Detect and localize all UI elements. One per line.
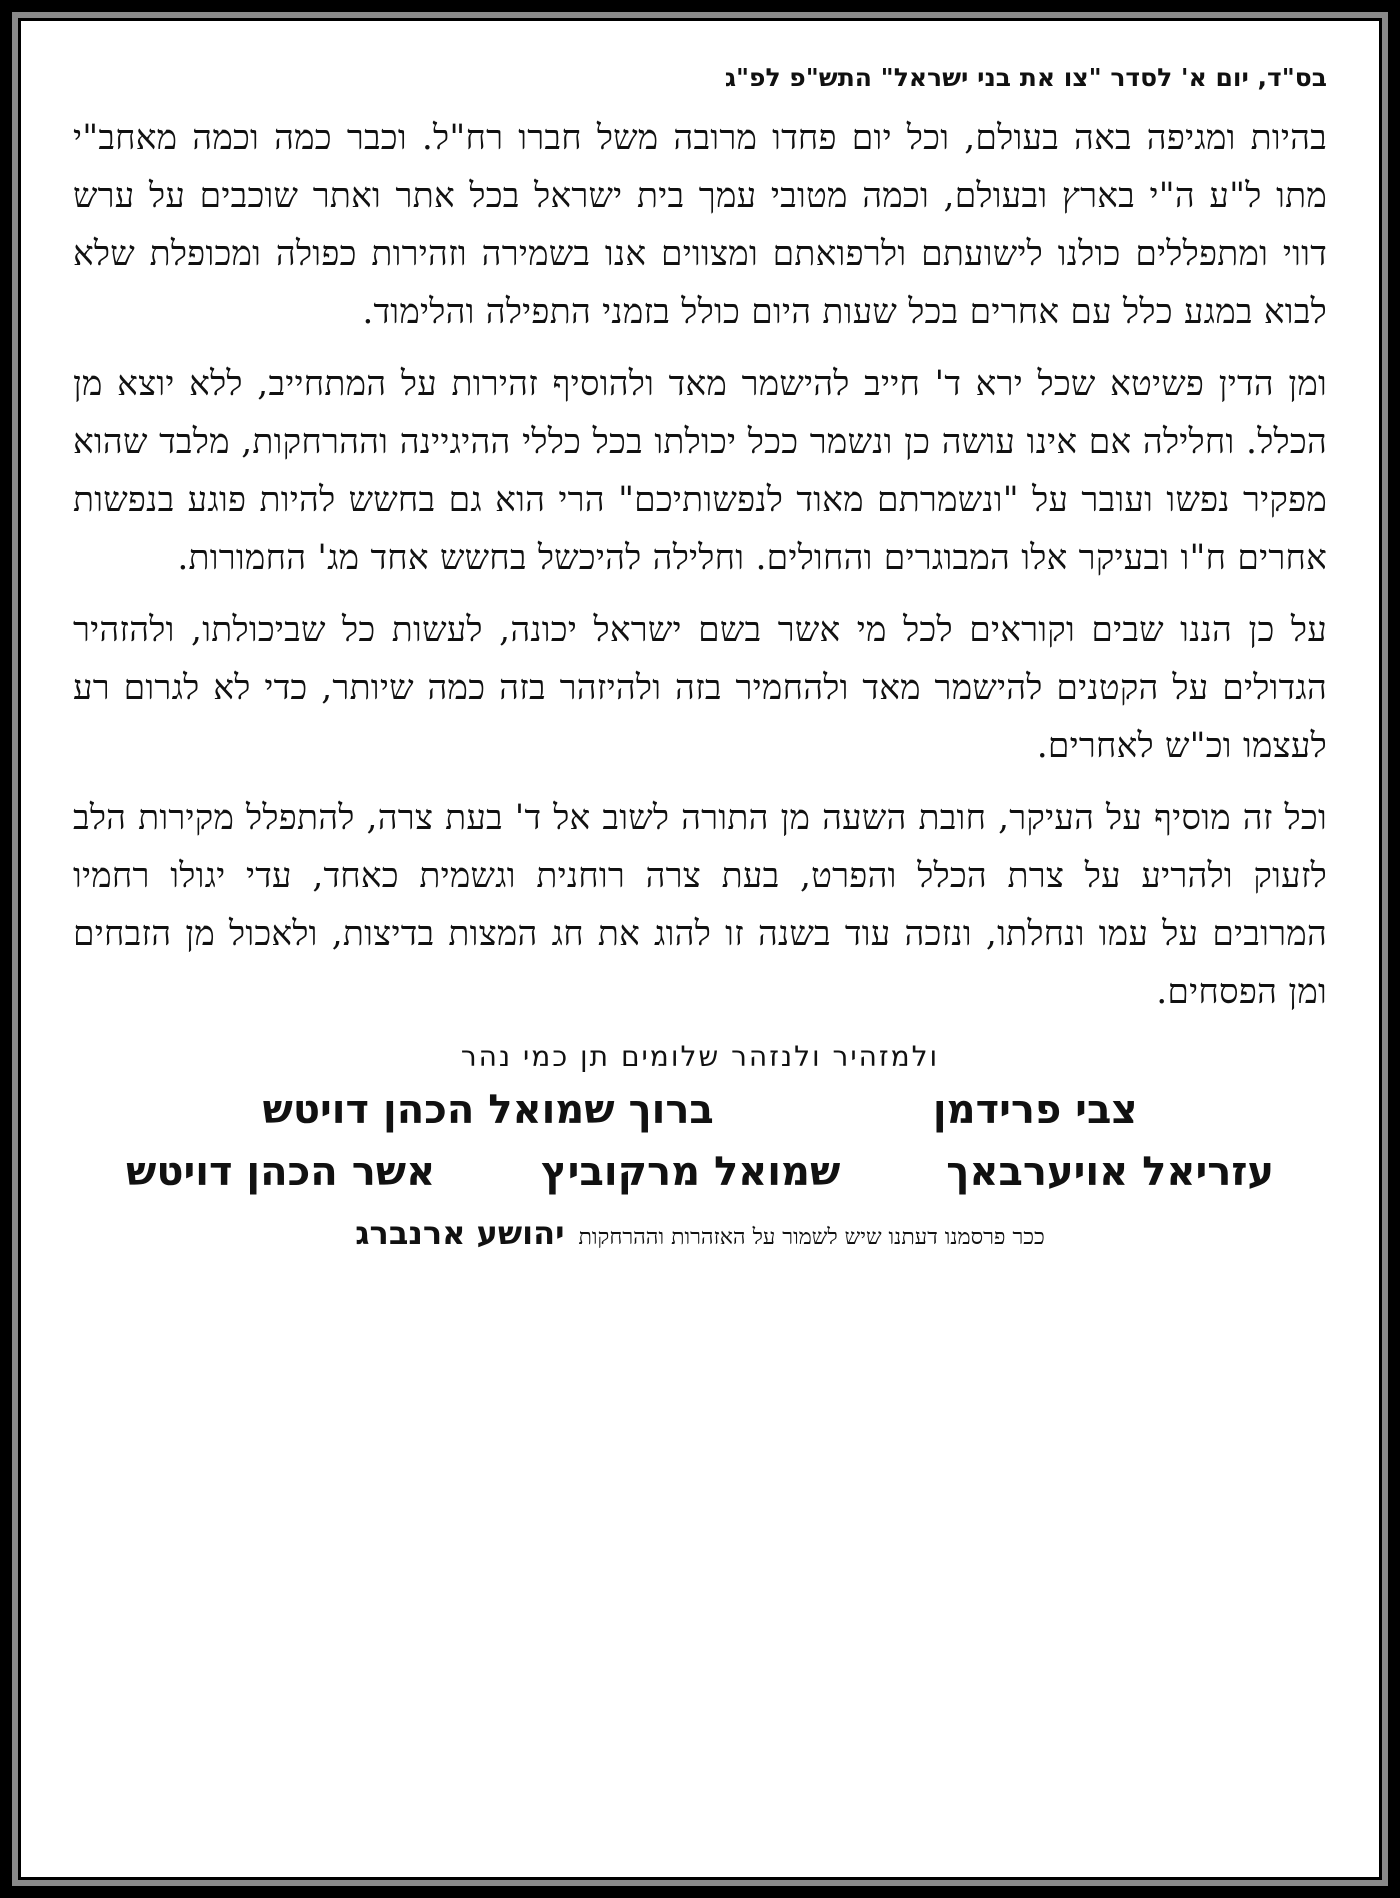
footer-signature-name: יהושע ארנברג [355, 1214, 565, 1252]
signature-row-2 [73, 1141, 1327, 1203]
footer-signature-line [73, 1213, 1327, 1258]
signature-name: ברוך שמואל הכהן דויטש [262, 1087, 714, 1133]
signature-name: שמואל מרקוביץ [541, 1149, 841, 1195]
signature-name: עזריאל אויערבאך [946, 1149, 1275, 1195]
signature-name: אשר הכהן דויטש [125, 1149, 436, 1195]
notice-panel [18, 18, 1382, 1880]
paragraph-1: בהיות ומגיפה באה בעולם, וכל יום פחדו מרובה משל חברו רח"ל. וכבר כמה וכמה מאחב"י מתו ל"ע ה"י בארץ ובעולם, וכמה מטובי עמך בית ישראל בכל אתר ואתר שוכבים על ערש דווי ומתפללים כולנו לישועתם ולרפואתם ומצווים אנו בשמירה וזהירות כפולה ומכופלת שלא לבוא במגע כלל עם אחרים בכל שעות היום כולל בזמני התפילה והלימוד. [73, 118, 1327, 332]
signature-row-1 [73, 1079, 1327, 1141]
date-header: בס"ד, יום א' לסדר "צו את בני ישראל" התש"פ לפ"ג [724, 63, 1327, 92]
paragraph-2: ומן הדין פשיטא שכל ירא ד' חייב להישמר מאד ולהוסיף זהירות על המתחייב, ללא יוצא מן הכלל. וחלילה אם אינו עושה כן ונשמר ככל יכולתו בכל כללי ההיגיינה וההרחקות, מלבד שהוא מפקיר נפשו ועובר על "ונשמרתם מאוד לנפשותיכם" הרי הוא גם בחשש להיות פוגע בנפשות אחרים ח"ו ובעיקר אלו המבוגרים והחולים. וחלילה להיכשל בחשש אחד מג' החמורות. [73, 364, 1327, 578]
paragraph-3: על כן הננו שבים וקוראים לכל מי אשר בשם ישראל יכונה, לעשות כל שביכולתו, ולהזהיר הגדולים על הקטנים להישמר מאד ולהחמיר בזה ולהיזהר בזה כמה שיותר, כדי לא לגרום רע לעצמו וכ"ש לאחרים. [73, 610, 1327, 766]
notice-content [73, 61, 1327, 1847]
paragraph-4: וכל זה מוסיף על העיקר, חובת השעה מן התורה לשוב אל ד' בעת צרה, להתפלל מקירות הלב לזעוק ולהריע על צרת הכלל והפרט, בעת צרה רוחנית וגשמית כאחד, עדי יגולו רחמיו המרובים על עמו ונחלתו, ונזכה עוד בשנה זו להוג את חג המצות בדיצות, ולאכול מן הזבחים ומן הפסחים. [73, 798, 1327, 1012]
footer-note: ככר פרסמנו דעתנו שיש לשמור על האזהרות וההרחקות [578, 1225, 1045, 1250]
closing-blessing: ולמזהיר ולנזהר שלומים תן כמי נהר [460, 1040, 940, 1073]
signature-name: צבי פרידמן [932, 1087, 1138, 1133]
